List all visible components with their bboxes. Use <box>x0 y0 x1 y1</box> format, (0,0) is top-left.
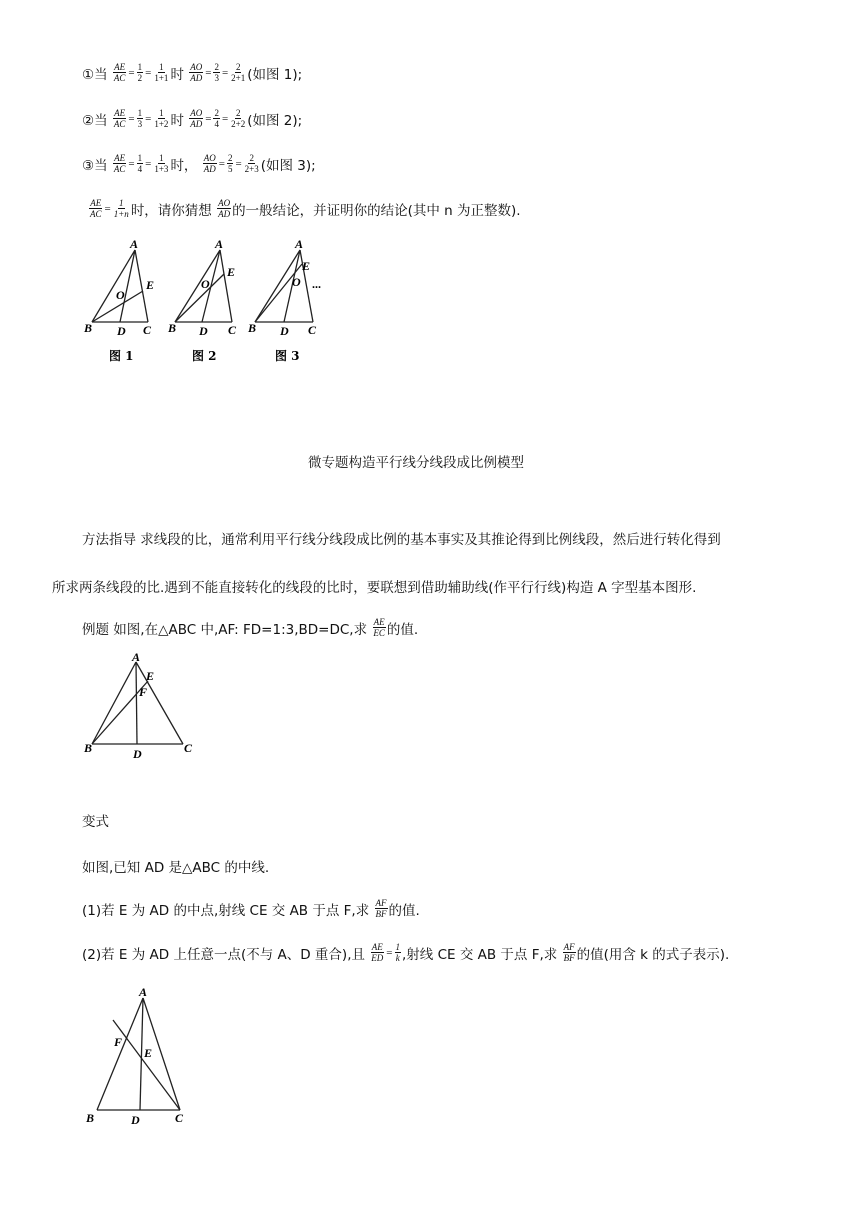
fraction: $\frac{2}{5}$ <box>227 153 233 174</box>
label-b: B <box>168 321 177 335</box>
fraction: $\frac{1}{k}$ <box>395 942 401 963</box>
figures-1-3 <box>80 232 340 372</box>
section-title: 微专题构造平行线分线段成比例模型 <box>308 455 524 471</box>
fraction: $\frac{AO}{AD}$ <box>218 198 231 219</box>
fraction: $\frac{AF}{BF}$ <box>375 898 387 919</box>
fraction: $\frac{2}{4}$ <box>214 108 219 129</box>
variant-intro: 如图,已知 AD 是△ABC 的中线. <box>82 860 270 876</box>
fraction: $\frac{AO}{AD}$ <box>190 108 203 129</box>
fraction: $\frac{2}{3}$ <box>214 62 219 83</box>
label-b: B <box>84 741 93 755</box>
label-d: D <box>280 324 289 338</box>
label-a: A <box>295 237 304 251</box>
label-c: C <box>175 1111 184 1125</box>
question-2: (2)若 E 为 AD 上任意一点(不与 A、D 重合),且 $\frac{AE}{ED}$ = $\frac{1}{k}$ ,射线 CE 交 AB 于点 F,求 $\frac{AF}{BF}$ 的值(用含 k 的式子表示). <box>82 942 730 963</box>
fraction: $\frac{1}{3}$ <box>137 108 143 129</box>
fraction: $\frac{AO}{AD}$ <box>203 153 216 174</box>
fraction: $\frac{1}{1+n}$ <box>113 198 129 219</box>
label-e: E <box>227 265 236 279</box>
fraction: $\frac{AE}{EC}$ <box>373 617 385 638</box>
label-a: A <box>132 650 141 664</box>
label-b: B <box>248 321 257 335</box>
fraction: $\frac{1}{2}$ <box>137 62 143 83</box>
fraction: $\frac{AE}{AC}$ <box>113 62 126 83</box>
method-guide-line-1: 方法指导 求线段的比，通常利用平行线分线段成比例的基本事实及其推论得到比例线段，然后进行转化得到 <box>82 532 721 548</box>
variant-figure <box>80 982 205 1132</box>
label-b: B <box>84 321 93 335</box>
label-c: C <box>308 323 317 337</box>
label-e: E <box>146 669 155 683</box>
label-f: F <box>114 1035 123 1049</box>
fraction: $\frac{AE}{AC}$ <box>113 153 126 174</box>
caption-figure-3: 图 3 <box>275 349 300 363</box>
figure-1 <box>92 250 148 322</box>
fraction: $\frac{AO}{AD}$ <box>190 62 203 83</box>
label-e: E <box>144 1046 153 1060</box>
label-o: O <box>116 288 125 302</box>
label-d: D <box>131 1113 140 1127</box>
fraction: $\frac{1}{1+2}$ <box>154 108 169 129</box>
label-b: B <box>86 1111 95 1125</box>
label-d: D <box>117 324 126 338</box>
label-a: A <box>130 237 139 251</box>
case-1: ①当 $\frac{AE}{AC}$ = $\frac{1}{2}$ = $\frac{1}{1+1}$ 时 $\frac{AO}{AD}$ = $\frac{2}{3}$ = $\frac{2}{2+1}$ (如图 1); <box>82 62 303 83</box>
variant-title: 变式 <box>82 814 109 830</box>
label-d: D <box>199 324 208 338</box>
fraction: $\frac{2}{2+2}$ <box>231 108 246 129</box>
label-e: E <box>302 259 311 273</box>
label-c: C <box>228 323 237 337</box>
label-d: D <box>133 747 142 761</box>
fraction: $\frac{1}{1+1}$ <box>154 62 169 83</box>
case-2: ②当 $\frac{AE}{AC}$ = $\frac{1}{3}$ = $\frac{1}{1+2}$ 时 $\frac{AO}{AD}$ = $\frac{2}{4}$ = $\frac{2}{2+2}$ (如图 2); <box>82 108 303 129</box>
fraction: $\frac{2}{2+1}$ <box>231 62 246 83</box>
fraction: $\frac{1}{1+3}$ <box>154 153 169 174</box>
caption-figure-1: 图 1 <box>109 349 134 363</box>
method-guide-line-2: 所求两条线段的比.遇到不能直接转化的线段的比时，要联想到借助辅助线(作平行行线)构造 A 字型基本图形. <box>52 580 697 596</box>
question-1: (1)若 E 为 AD 的中点,射线 CE 交 AB 于点 F,求 $\frac{AF}{BF}$ 的值. <box>82 898 420 919</box>
fraction: $\frac{AE}{AC}$ <box>90 198 102 219</box>
case-3: ③当 $\frac{AE}{AC}$ = $\frac{1}{4}$ = $\frac{1}{1+3}$ 时， $\frac{AO}{AD}$ = $\frac{2}{5}$ = $\frac{2}{2+3}$ (如图 3); <box>82 153 316 174</box>
caption-figure-2: 图 2 <box>192 349 217 363</box>
example-question: 例题 如图,在△ABC 中,AF: FD=1:3,BD=DC,求 $\frac{AE}{EC}$ 的值. <box>82 617 419 638</box>
label-f: F <box>139 685 148 699</box>
label-o: O <box>292 275 301 289</box>
general-question: $\frac{AE}{AC}$ = $\frac{1}{1+n}$ 时，请你猜想 $\frac{AO}{AD}$ 的一般结论，并证明你的结论(其中 n 为正整数). <box>90 198 521 219</box>
label-a: A <box>139 985 148 999</box>
fraction: $\frac{1}{4}$ <box>137 153 143 174</box>
label-o: O <box>201 277 210 291</box>
label-e: E <box>146 278 155 292</box>
example-figure <box>80 648 205 763</box>
ellipsis: ... <box>312 277 321 291</box>
fraction: $\frac{2}{2+3}$ <box>244 153 259 174</box>
fraction: $\frac{AE}{ED}$ <box>371 942 384 963</box>
label-c: C <box>143 323 152 337</box>
label-a: A <box>215 237 224 251</box>
fraction: $\frac{AF}{BF}$ <box>563 942 575 963</box>
fraction: $\frac{AE}{AC}$ <box>113 108 126 129</box>
label-c: C <box>184 741 193 755</box>
